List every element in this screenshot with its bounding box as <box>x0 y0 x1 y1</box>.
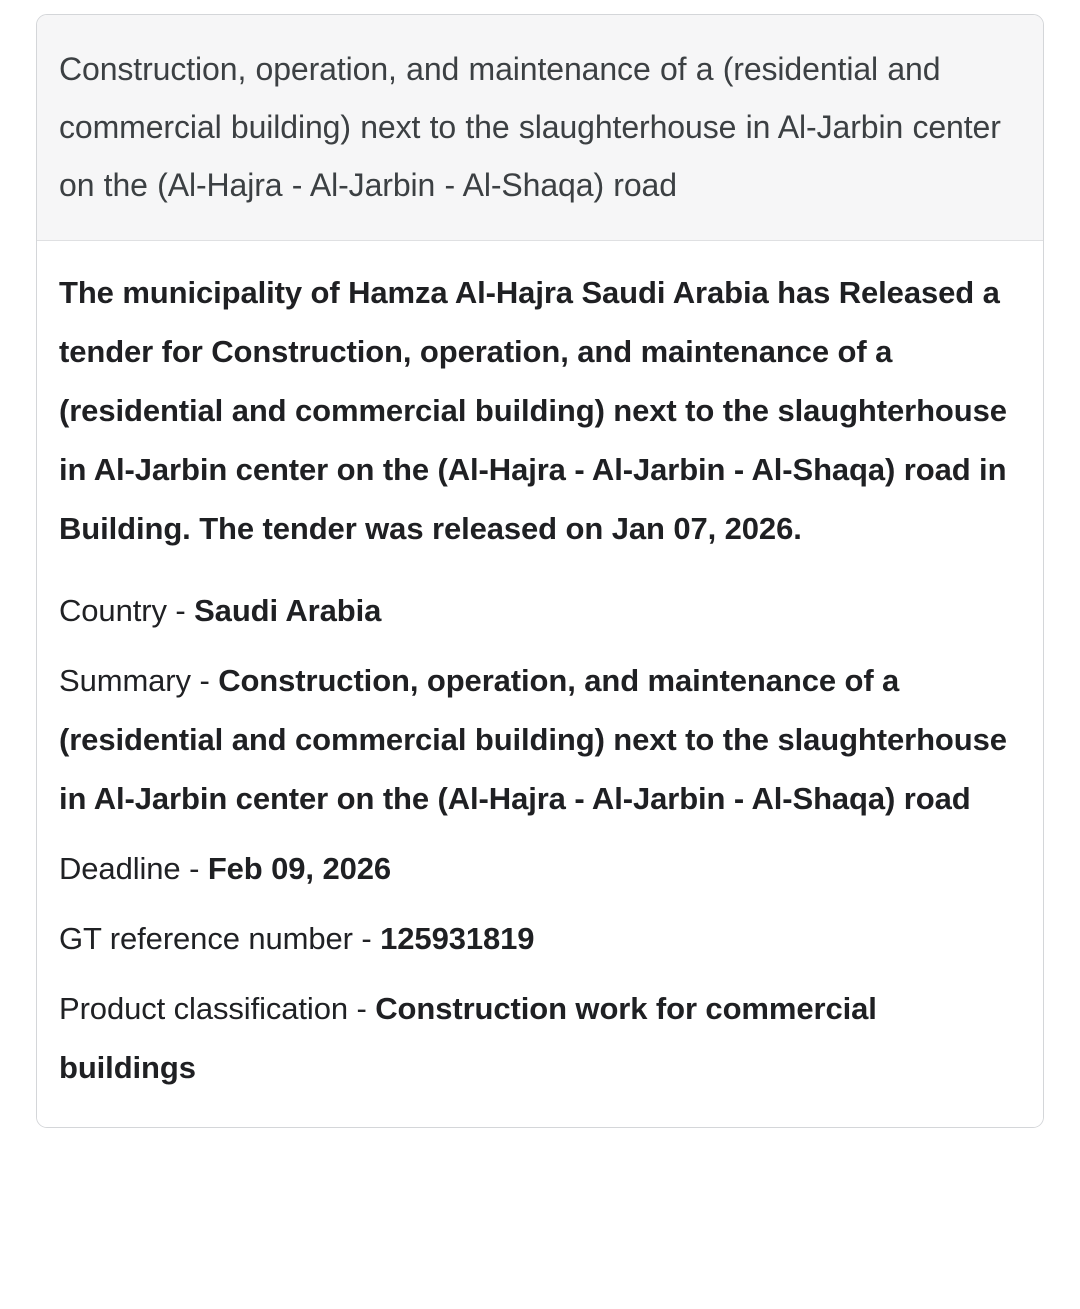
detail-separator: - <box>352 921 381 956</box>
tender-detail-card <box>36 14 1044 1128</box>
card-header <box>37 15 1043 241</box>
intro-lead-text: The municipality of Hamza Al-Hajra Saudi Arabia has Released a tender for <box>59 275 1000 369</box>
intro-release-date: Jan 07, 2026 <box>611 511 794 546</box>
detail-value-deadline: Feb 09, 2026 <box>207 851 392 886</box>
detail-separator: - <box>180 851 208 886</box>
detail-row-country <box>59 570 1021 640</box>
intro-middle-text: in Building. The tender was released on <box>59 452 1007 546</box>
intro-tender-name: Construction, operation, and maintenance of a (residential and commercial building) next to the slaughterhouse in Al-Jarbin center on the (Al-Hajra - Al-Jarbin - Al-Shaqa) road <box>59 334 1007 487</box>
detail-row-deadline <box>59 828 1021 898</box>
detail-row-gt-reference-number <box>59 898 1021 968</box>
detail-separator: - <box>348 991 376 1026</box>
detail-separator: - <box>190 663 219 698</box>
detail-label-product-classification: Product classification <box>59 991 348 1026</box>
detail-row-product-classification <box>59 968 1021 1097</box>
card-body <box>37 241 1043 1127</box>
detail-label-summary: Summary <box>59 663 191 698</box>
detail-value-product-classification: Construction work for commercial buildings <box>59 991 877 1085</box>
detail-value-country: Saudi Arabia <box>194 593 382 628</box>
intro-trailing-text: . <box>793 511 802 546</box>
tender-title: Construction, operation, and maintenance of a (residential and commercial building) next to the slaughterhouse in Al-Jarbin center on the (Al-Hajra - Al-Jarbin - Al-Shaqa) road <box>59 51 1001 203</box>
detail-label-country: Country <box>59 593 167 628</box>
detail-row-summary <box>59 640 1021 828</box>
detail-value-summary: Construction, operation, and maintenance of a (residential and commercial building) next to the slaughterhouse in Al-Jarbin center on the (Al-Hajra - Al-Jarbin - Al-Shaqa) road <box>59 663 1007 816</box>
detail-label-deadline: Deadline <box>59 851 181 886</box>
detail-value-gt-reference-number: 125931819 <box>380 921 535 956</box>
detail-separator: - <box>166 593 195 628</box>
tender-intro-paragraph <box>59 263 1021 558</box>
detail-label-gt-reference-number: GT reference number <box>59 921 353 956</box>
